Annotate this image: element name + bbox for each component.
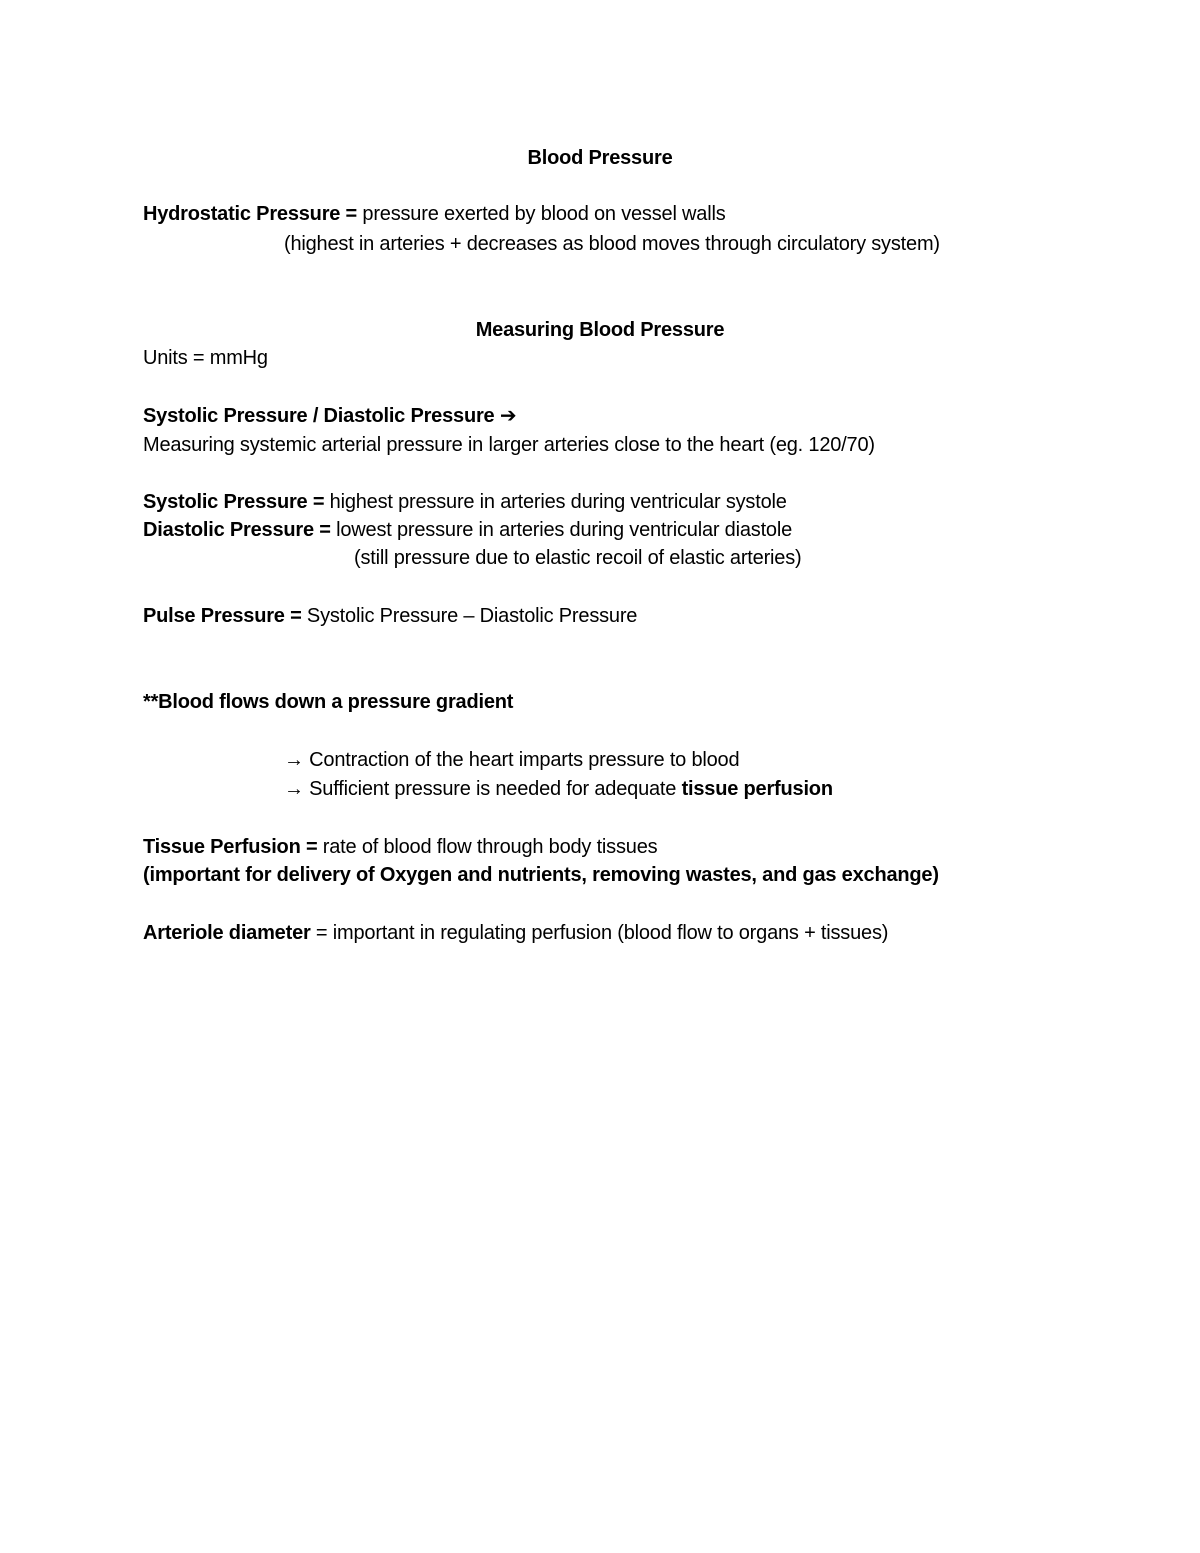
perfusion-text: rate of blood flow through body tissues [317, 836, 658, 858]
sys-dia-description: Measuring systemic arterial pressure in larger arteries close to the heart (eg. 120/70) [143, 434, 875, 456]
hydrostatic-definition [143, 202, 726, 226]
pulse-text: Systolic Pressure – Diastolic Pressure [301, 605, 638, 627]
units-line: Units = mmHg [143, 347, 268, 369]
sys-dia-heading: Systolic Pressure / Diastolic Pressure [143, 405, 495, 427]
gradient-point-2 [284, 777, 833, 801]
systolic-text: highest pressure in arteries during ventricular systole [324, 491, 787, 513]
page-title: Blood Pressure [527, 147, 673, 169]
hydrostatic-text: pressure exerted by blood on vessel walls [357, 203, 726, 225]
pulse-term: Pulse Pressure = [143, 605, 302, 627]
gradient-heading: **Blood flows down a pressure gradient [143, 691, 514, 713]
hydrostatic-note: (highest in arteries + decreases as blood moves through circulatory system) [284, 233, 940, 255]
pulse-definition [143, 604, 637, 628]
arteriole-term: Arteriole diameter [143, 922, 311, 944]
perfusion-note: (important for delivery of Oxygen and nutrients, removing wastes, and gas exchange) [143, 864, 939, 886]
perfusion-definition [143, 835, 657, 859]
hydrostatic-term: Hydrostatic Pressure = [143, 203, 358, 225]
diastolic-note: (still pressure due to elastic recoil of elastic arteries) [354, 547, 802, 569]
gradient-point-1: → Contraction of the heart imparts pressure to blood [284, 749, 740, 771]
arteriole-text: = important in regulating perfusion (blood flow to organs + tissues) [310, 922, 889, 944]
arrow-icon: ➔ [499, 405, 517, 427]
perfusion-term: Tissue Perfusion = [143, 836, 318, 858]
arteriole-definition [143, 921, 888, 945]
diastolic-definition [143, 518, 792, 542]
gradient-point-2-text: → Sufficient pressure is needed for adequate [284, 778, 682, 800]
measuring-heading: Measuring Blood Pressure [475, 319, 725, 341]
systolic-term: Systolic Pressure = [143, 491, 325, 513]
sys-dia-heading-line [143, 404, 516, 428]
gradient-point-2-bold: tissue perfusion [681, 778, 833, 800]
systolic-definition [143, 490, 787, 514]
diastolic-term: Diastolic Pressure = [143, 519, 331, 541]
diastolic-text: lowest pressure in arteries during ventricular diastole [330, 519, 793, 541]
